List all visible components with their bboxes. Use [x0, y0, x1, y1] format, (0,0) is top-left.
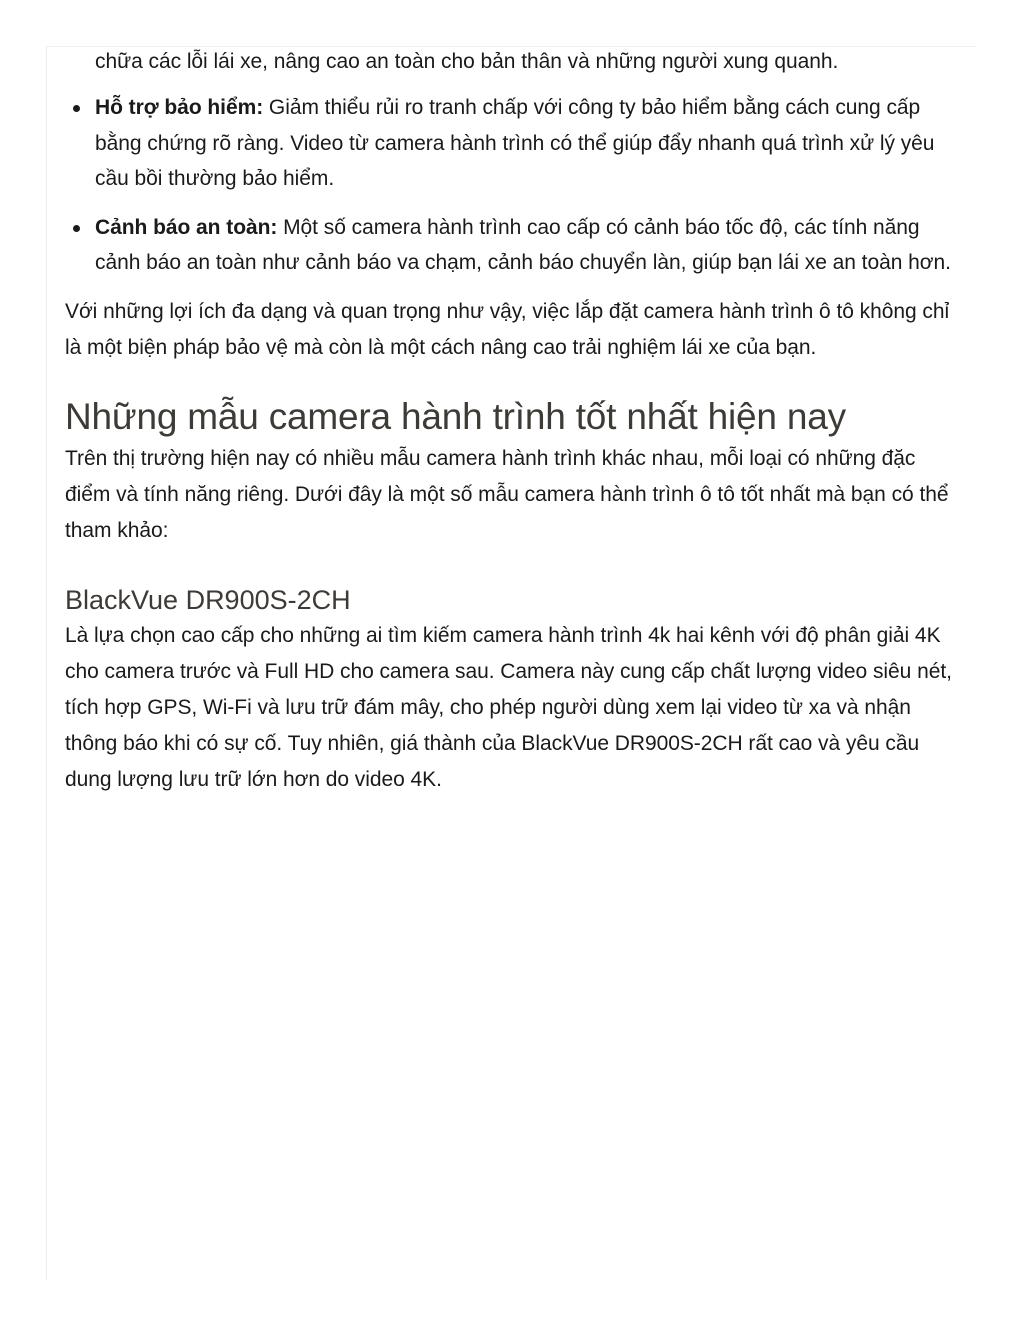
list-item-label: Hỗ trợ bảo hiểm: — [95, 96, 264, 119]
benefits-list — [65, 90, 965, 281]
bullet-continuation-text: chữa các lỗi lái xe, nâng cao an toàn cho bản thân và những người xung quanh. — [95, 50, 839, 73]
section-heading: Những mẫu camera hành trình tốt nhất hiện nay — [65, 395, 846, 437]
bullet-dot-icon — [73, 225, 80, 232]
list-item-text: Giảm thiểu rủi ro tranh chấp với công ty bảo hiểm bằng cách cung cấp bằng chứng rõ ràng. Video từ camera hành trình có thể giúp đẩy nhanh quá trình xử lý yêu cầu bồi thường bảo hiểm. — [95, 96, 935, 190]
section-intro-paragraph: Trên thị trường hiện nay có nhiều mẫu camera hành trình khác nhau, mỗi loại có những đặc điểm và tính năng riêng. Dưới đây là một số mẫu camera hành trình ô tô tốt nhất mà bạn có thể tham khảo: — [65, 446, 949, 542]
product-description-paragraph: Là lựa chọn cao cấp cho những ai tìm kiếm camera hành trình 4k hai kênh với độ phân giải 4K cho camera trước và Full HD cho camera sau. Camera này cung cấp chất lượng video siêu nét, tích hợp GPS, Wi-Fi và lưu trữ đám mây, cho phép người dùng xem lại video từ xa và nhận thông báo khi có sự cố. Tuy nhiên, giá thành của BlackVue DR900S-2CH rất cao và yêu cầu dung lượng lưu trữ lớn hơn do video 4K. — [65, 623, 952, 791]
product-heading: BlackVue DR900S-2CH — [65, 584, 351, 615]
list-item-safety-warning — [95, 210, 965, 281]
list-item-text: Một số camera hành trình cao cấp có cảnh báo tốc độ, các tính năng cảnh báo an toàn như cảnh báo va chạm, cảnh báo chuyển làn, giúp bạn lái xe an toàn hơn. — [95, 215, 951, 274]
article-body — [65, 44, 965, 798]
list-item-insurance-support — [95, 90, 965, 197]
bullet-dot-icon — [73, 105, 80, 112]
summary-paragraph: Với những lợi ích đa dạng và quan trọng như vậy, việc lắp đặt camera hành trình ô tô không chỉ là một biện pháp bảo vệ mà còn là một cách nâng cao trải nghiệm lái xe của bạn. — [65, 299, 950, 359]
list-item-label: Cảnh báo an toàn: — [95, 215, 278, 239]
